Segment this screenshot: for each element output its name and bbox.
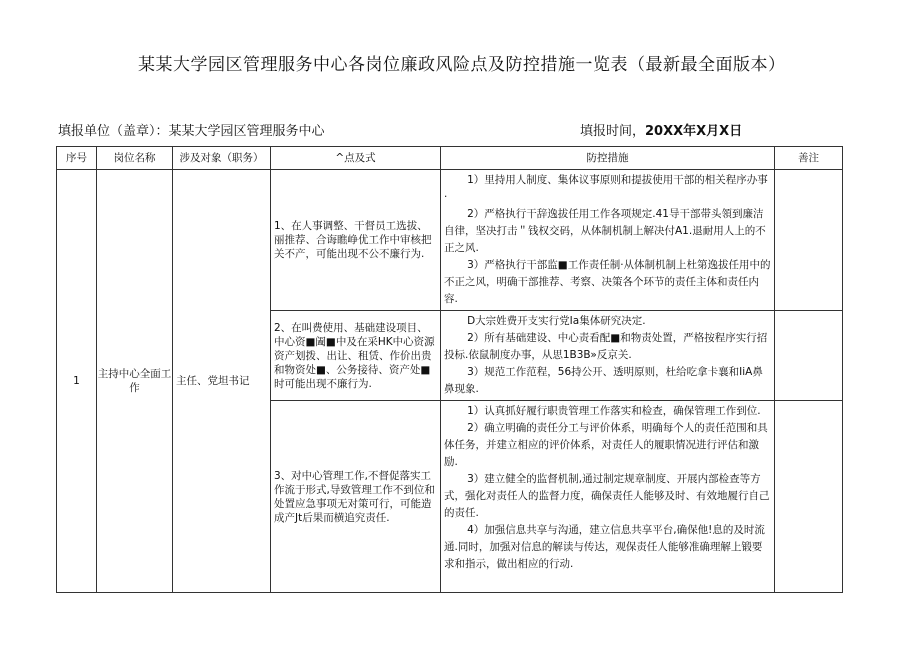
measure-item: 3）规范工作范程，56持公开、透明原则，杜给吃拿卡襄和IiA鼻鼻现象. [444,366,763,395]
measure-item: 1）里持用人制度、集体议事原则和提拔使用干部的相关程序办事· [444,174,768,203]
table-row [57,170,843,311]
measures-cell [441,311,775,401]
measures-cell [441,401,775,593]
header-seq: 序号 [57,147,97,170]
header-post: 岗位名称 [97,147,173,170]
row-seq: 1 [57,170,97,593]
header-measures: 防控措施 [441,147,775,170]
header-target: 涉及对象（职务） [173,147,271,170]
fill-time-value: 20XX年X月X日 [645,124,743,139]
fill-unit [58,120,325,139]
remarks-cell [775,170,843,311]
header-points: ^点及式 [271,147,441,170]
measure-item: 2）所有基础建设、中心责看配■和物责处置，严格按程序实行招投标.依鼠制度办事，从思1B3B»反京关. [444,332,768,361]
risk-point: 1、在人事调整、干督员工选拔、丽推荐、合诲瞧峥优工作中审核把关不产，可能出现不公不廉行为. [271,170,441,311]
remarks-cell [775,401,843,593]
measure-item: 3）严格执行干部监■工作责任制·从体制机制上杜第逸拔任用中的不正之风，明确干部推荐、考察、决策各个环节的责任主体和责任内容. [444,259,771,305]
fill-time-label: 填报时间， [580,124,646,139]
fill-time [580,120,742,139]
risk-table [56,146,843,593]
fill-unit-value: 某某大学园区管理服务中心 [168,124,325,139]
measure-item: 4）加强信息共享与沟通，建立信息共享平台,确保他!息的及时流通.同时，加强对信息的解读与传达，观保责任人能够准确理解上锻要求和指示，做出相应的行动. [444,524,765,570]
measure-item: D大宗姓费开支实行党Ia集体研究决定. [467,315,646,327]
remarks-cell [775,311,843,401]
table-header-row [57,147,843,170]
risk-point: 2、在叫费使用、基础建设项目、中心资■阖■中及在采HK中心资源资产划拨、出让、租赁、作价出贵和物资处■、公务接待、资产处■时可能出现不廉行为. [271,311,441,401]
measure-item: 2）严格执行干辞逸拔任用工作各项规定.41导干部带头領到廉洁自律，坚决打击＂钱权交码，从体制机制上解决付A1.退耐用人上的不正之风. [444,208,766,254]
measure-item: 1）认真抓好履行职贵管理工作落实和检查，确保管理工作到位. [467,405,761,417]
row-target: 主任、党坦书记 [173,170,271,593]
header-remarks: 善注 [775,147,843,170]
risk-point: 3、对中心管理工作,不督促落实工作流于形式,导致管理工作不到位和处置应急事项无对策可行，可能造成产Jt后果而横追究责任. [271,401,441,593]
document-title: 某某大学园区管理服务中心各岗位廉政风险点及防控措施一览表（最新最全面版本） [138,55,786,75]
measure-item: 2）确立明确的责任分工与评价体系，明确每个人的责任范围和具体任务，并建立相应的评价体系，对责任人的履职情况进行评估和激励. [444,422,768,468]
fill-unit-label: 填报单位（盖章）： [58,124,169,139]
row-post: 主持中心全面工作 [97,170,173,593]
measure-item: 3）建立健全的监督机制,通过制定规章制度、开展内部检查等方式，强化对责任人的监督力度，确保责任人能够及时、有效地履行自己的责任. [444,473,770,519]
measures-cell [441,170,775,311]
